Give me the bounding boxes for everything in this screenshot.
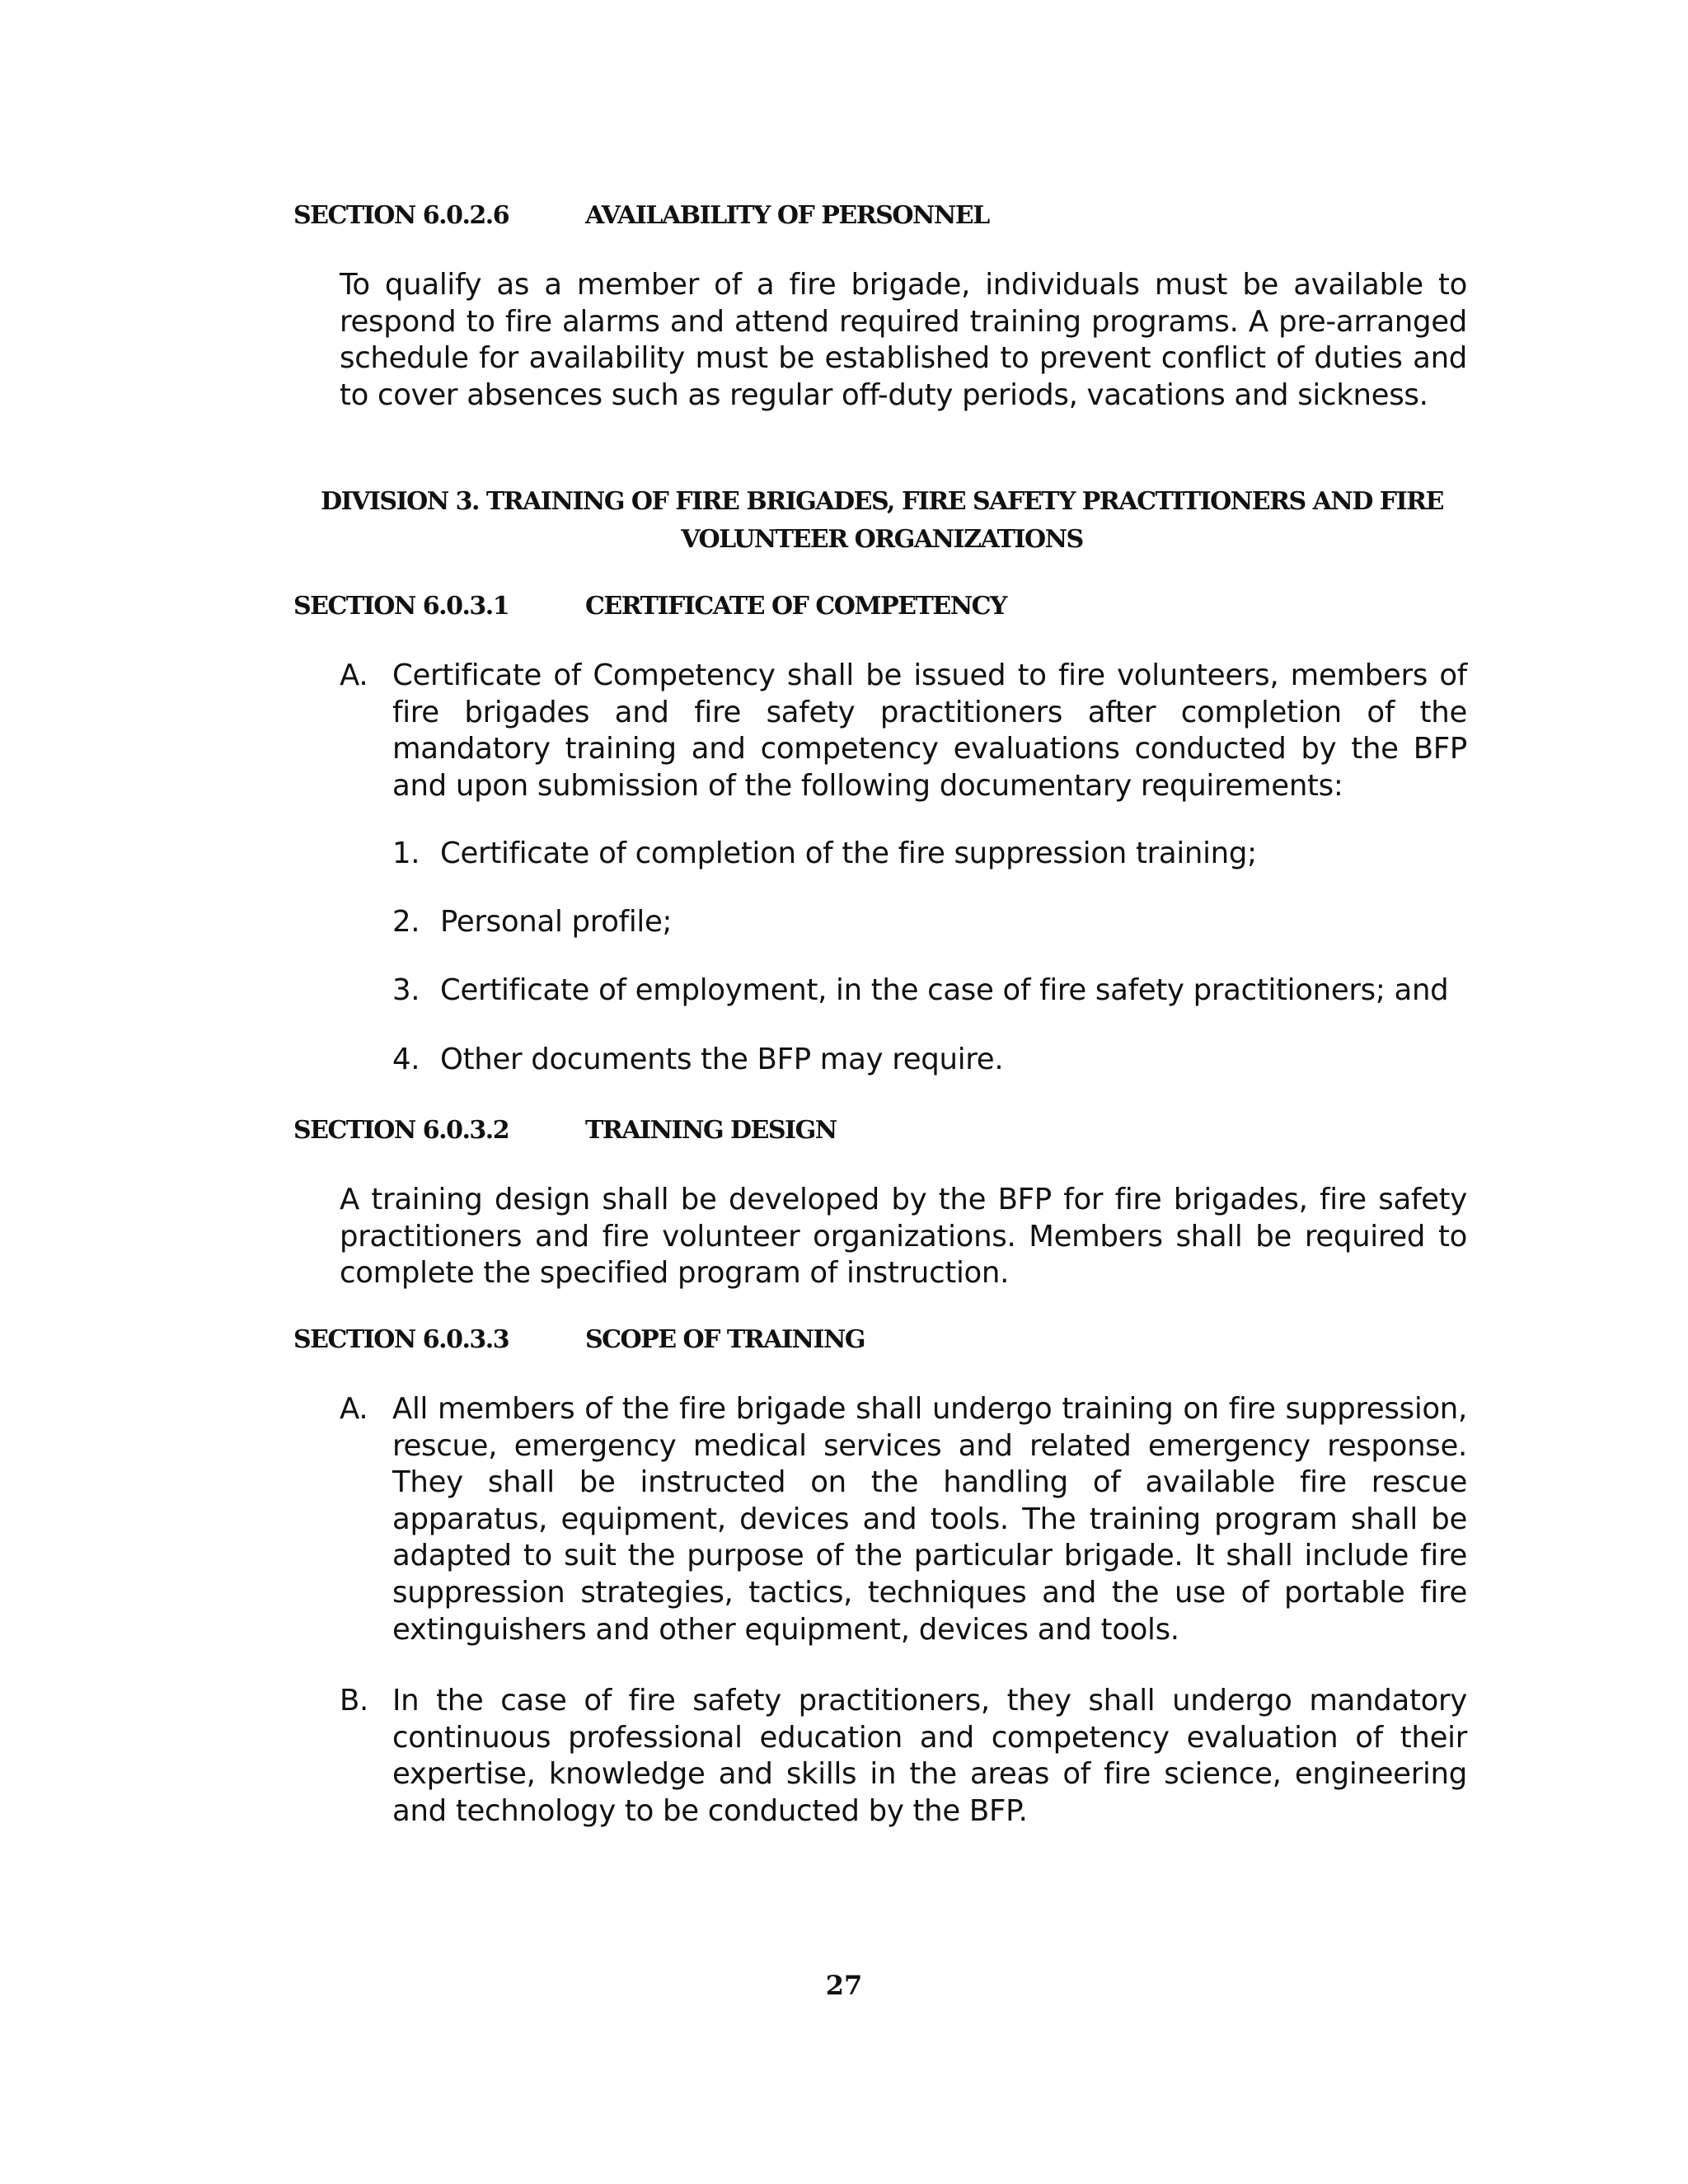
item-marker: 4.	[392, 1043, 420, 1076]
division-heading-line-1: DIVISION 3. TRAINING OF FIRE BRIGADES, FIRE SAFETY PRACTITIONERS AND FIRE	[321, 487, 1443, 516]
division-heading-line-2: VOLUNTEER ORGANIZATIONS	[681, 525, 1083, 554]
division-heading	[313, 483, 1451, 559]
item-marker: 2.	[392, 905, 420, 939]
section-heading-6031	[293, 592, 1006, 621]
item-text: Certificate of completion of the fire suppression training;	[440, 837, 1257, 870]
item-text: In the case of fire safety practitioners, they shall undergo mandatory continuous professional education and competency evaluation of their expertise, knowledge and skills in the areas of fire science, engineering and technology to be conducted by the BFP.	[392, 1684, 1467, 1828]
requirement-item	[392, 972, 1480, 1009]
requirement-item	[392, 904, 1480, 940]
training-design-paragraph: A training design shall be developed by the BFP for fire brigades, fire safety practitioners and fire volunteer organizations. Members shall be required to complete the specified program of instruction.	[340, 1183, 1467, 1291]
availability-paragraph: To qualify as a member of a fire brigade, individuals must be available to respond to fire alarms and attend required training programs. A pre-arranged schedule for availability must be established to prevent conflict of duties and to cover absences such as regular off-duty periods, vacations and sickness.	[340, 268, 1467, 412]
item-marker: 1.	[392, 837, 420, 870]
section-heading-6032	[293, 1116, 837, 1146]
section-heading-6026	[293, 201, 989, 231]
section-title: AVAILABILITY OF PERSONNEL	[585, 201, 989, 230]
section-title: SCOPE OF TRAINING	[585, 1325, 865, 1354]
certificate-item-a	[340, 658, 1467, 804]
section-number: SECTION 6.0.3.1	[293, 592, 509, 621]
scope-item-a	[340, 1391, 1467, 1648]
scope-item-b	[340, 1683, 1467, 1830]
section-number: SECTION 6.0.3.2	[293, 1116, 509, 1145]
requirement-item	[392, 836, 1480, 872]
item-marker: A.	[340, 1392, 368, 1426]
item-text: Certificate of employment, in the case of fire safety practitioners; and	[440, 973, 1449, 1007]
requirement-item	[392, 1042, 1480, 1078]
section-title: CERTIFICATE OF COMPETENCY	[585, 592, 1006, 621]
page-number: 27	[825, 1970, 863, 2001]
item-marker: 3.	[392, 973, 420, 1007]
item-text: Personal profile;	[440, 905, 673, 939]
item-text: All members of the fire brigade shall undergo training on fire suppression, rescue, emergency medical services and related emergency response. They shall be instructed on the handling of available fire rescue apparatus, equipment, devices and tools. The training program shall be adapted to suit the purpose of the particular brigade. It shall include fire suppression strategies, tactics, techniques and the use of portable fire extinguishers and other equipment, devices and tools.	[392, 1392, 1467, 1647]
item-text: Certificate of Competency shall be issued to fire volunteers, members of fire brigades and fire safety practitioners after completion of the mandatory training and competency evaluations conducted by the BFP and upon submission of the following documentary requirements:	[392, 658, 1467, 803]
section-number: SECTION 6.0.3.3	[293, 1325, 509, 1354]
section-heading-6033	[293, 1325, 865, 1355]
item-marker: B.	[340, 1684, 369, 1718]
item-text: Other documents the BFP may require.	[440, 1043, 1004, 1076]
item-marker: A.	[340, 658, 368, 692]
section-number: SECTION 6.0.2.6	[293, 201, 509, 230]
section-title: TRAINING DESIGN	[585, 1116, 837, 1145]
